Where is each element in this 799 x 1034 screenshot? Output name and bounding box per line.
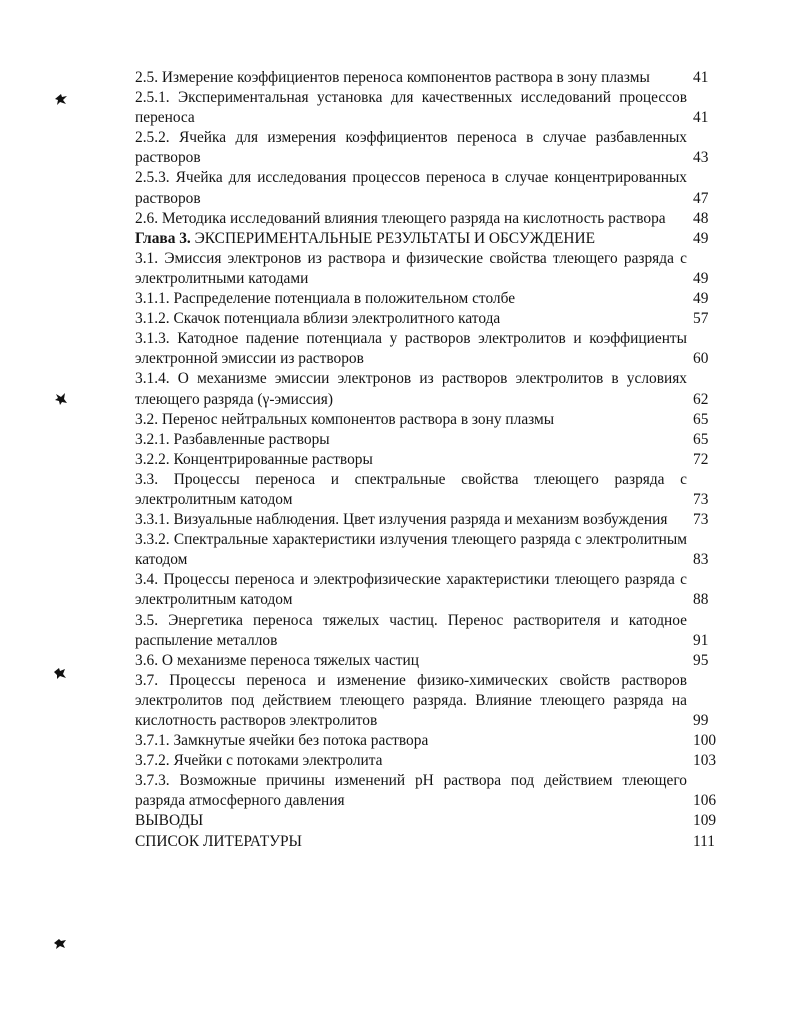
- toc-entry-title: 2.5.1. Экспериментальная установка для качественных исследований процессов переноса: [135, 89, 687, 127]
- toc-entry-page: 95: [693, 651, 709, 669]
- toc-entry[interactable]: [135, 771, 727, 811]
- toc-entry[interactable]: [135, 811, 727, 831]
- toc-entry[interactable]: [135, 68, 727, 88]
- toc-entry-title: 3.6. О механизме переноса тяжелых частиц: [135, 651, 419, 669]
- toc-entry-title: 3.4. Процессы переноса и электрофизические характеристики тлеющего разряда с электролитным катодом: [135, 571, 687, 609]
- toc-entry-title: 2.5.2. Ячейка для измерения коэффициентов переноса в случае разбавленных растворов: [135, 129, 687, 167]
- toc-entry[interactable]: [135, 450, 727, 470]
- toc-entry[interactable]: [135, 249, 727, 289]
- toc-entry[interactable]: [135, 168, 727, 208]
- toc-entry[interactable]: [135, 209, 727, 229]
- toc-entry[interactable]: [135, 470, 727, 510]
- toc-entry[interactable]: [135, 832, 727, 852]
- toc-entry-page: 41: [693, 69, 709, 86]
- toc-entry-page: 48: [693, 209, 709, 227]
- toc-entry[interactable]: [135, 611, 727, 651]
- toc-entry-title: 3.7.3. Возможные причины изменений pH раствора под действием тлеющего разряда атмосферного давления: [135, 772, 687, 810]
- toc-entry[interactable]: [135, 530, 727, 570]
- margin-mark-icon: [53, 391, 69, 407]
- toc-entry-page: 62: [693, 390, 709, 408]
- toc-entry[interactable]: [135, 309, 727, 329]
- toc-entry-page: 49: [693, 269, 709, 287]
- toc-entry[interactable]: [135, 570, 727, 610]
- toc-entry-title: [135, 229, 687, 249]
- toc-entry-title: 3.7.1. Замкнутые ячейки без потока раствора: [135, 732, 429, 750]
- toc-entry-chapter[interactable]: [135, 229, 727, 249]
- toc-entry-page: 60: [693, 350, 709, 368]
- toc-entry-page: 106: [693, 792, 717, 810]
- toc-entry-page: 47: [693, 189, 709, 207]
- toc-entry[interactable]: [135, 88, 727, 128]
- margin-mark-icon: [52, 665, 68, 681]
- toc-entry-page: 41: [693, 109, 709, 127]
- toc-entry[interactable]: [135, 289, 727, 309]
- table-of-contents: [135, 68, 727, 852]
- toc-entry-title: 3.2.1. Разбавленные растворы: [135, 430, 330, 448]
- toc-entry-title: 2.5.3. Ячейка для исследования процессов переноса в случае концентрированных растворов: [135, 169, 687, 207]
- toc-entry-page: 49: [693, 229, 709, 247]
- chapter-label: Глава 3.: [135, 229, 191, 247]
- toc-entry[interactable]: [135, 410, 727, 430]
- toc-entry-page: 109: [693, 812, 717, 830]
- toc-entry[interactable]: [135, 731, 727, 751]
- toc-entry[interactable]: [135, 510, 727, 530]
- toc-entry-title: 3.1.1. Распределение потенциала в положительном столбе: [135, 290, 516, 308]
- toc-entry-page: 65: [693, 430, 709, 448]
- toc-entry-title: 2.6. Методика исследований влияния тлеющего разряда на кислотность раствора: [135, 209, 666, 227]
- margin-mark-icon: [53, 91, 69, 107]
- toc-entry-title: 3.3. Процессы переноса и спектральные свойства тлеющего разряда с электролитным катодом: [135, 470, 687, 508]
- toc-entry-page: 83: [693, 551, 709, 569]
- toc-entry-title: 3.2. Перенос нейтральных компонентов раствора в зону плазмы: [135, 410, 555, 428]
- toc-entry-page: 73: [693, 511, 709, 529]
- toc-entry-title: ВЫВОДЫ: [135, 812, 204, 830]
- toc-entry-page: 72: [693, 450, 709, 468]
- toc-entry-page: 65: [693, 410, 709, 428]
- toc-entry-title: 3.3.1. Визуальные наблюдения. Цвет излучения разряда и механизм возбуждения: [135, 511, 668, 529]
- toc-entry-title: 3.1.3. Катодное падение потенциала у растворов электролитов и коэффициенты электронной эмиссии из растворов: [135, 330, 687, 368]
- toc-entry-title: 2.5. Измерение коэффициентов переноса компонентов раствора в зону плазмы: [135, 69, 650, 86]
- toc-entry-page: 88: [693, 591, 709, 609]
- toc-entry[interactable]: [135, 329, 727, 369]
- toc-entry-page: 103: [693, 752, 717, 770]
- toc-entry-page: 57: [693, 310, 709, 328]
- toc-entry-page: 91: [693, 631, 709, 649]
- toc-entry-title: 3.2.2. Концентрированные растворы: [135, 450, 373, 468]
- toc-entry[interactable]: [135, 369, 727, 409]
- toc-entry-title: 3.1. Эмиссия электронов из раствора и физические свойства тлеющего разряда с электролитными катодами: [135, 249, 687, 287]
- toc-entry-title: 3.7.2. Ячейки с потоками электролита: [135, 752, 383, 770]
- toc-entry[interactable]: [135, 128, 727, 168]
- toc-entry[interactable]: [135, 651, 727, 671]
- toc-entry-page: 111: [693, 832, 715, 850]
- chapter-title: ЭКСПЕРИМЕНТАЛЬНЫЕ РЕЗУЛЬТАТЫ И ОБСУЖДЕНИЕ: [190, 229, 596, 247]
- toc-entry-title: 3.1.4. О механизме эмиссии электронов из растворов электролитов в условиях тлеющего разряда (γ-эмиссия): [135, 370, 687, 408]
- toc-entry-title: 3.1.2. Скачок потенциала вблизи электролитного катода: [135, 310, 501, 328]
- toc-entry-title: 3.5. Энергетика переноса тяжелых частиц. Перенос растворителя и катодное распыление металлов: [135, 611, 687, 649]
- toc-entry-page: 43: [693, 149, 709, 167]
- toc-entry-page: 73: [693, 490, 709, 508]
- margin-mark-icon: [52, 935, 68, 951]
- toc-entry[interactable]: [135, 751, 727, 771]
- toc-entry-title: 3.7. Процессы переноса и изменение физико-химических свойств растворов электролитов под действием тлеющего разряда. Влияние тлеющего разряда на кислотность растворов электролитов: [135, 671, 687, 729]
- toc-entry-title: СПИСОК ЛИТЕРАТУРЫ: [135, 832, 302, 850]
- toc-entry-title: 3.3.2. Спектральные характеристики излучения тлеющего разряда с электролитным катодом: [135, 531, 687, 569]
- toc-entry[interactable]: [135, 671, 727, 731]
- toc-entry-page: 99: [693, 712, 709, 729]
- toc-entry-page: 49: [693, 290, 709, 308]
- toc-entry-page: 100: [693, 732, 717, 750]
- toc-entry[interactable]: [135, 430, 727, 450]
